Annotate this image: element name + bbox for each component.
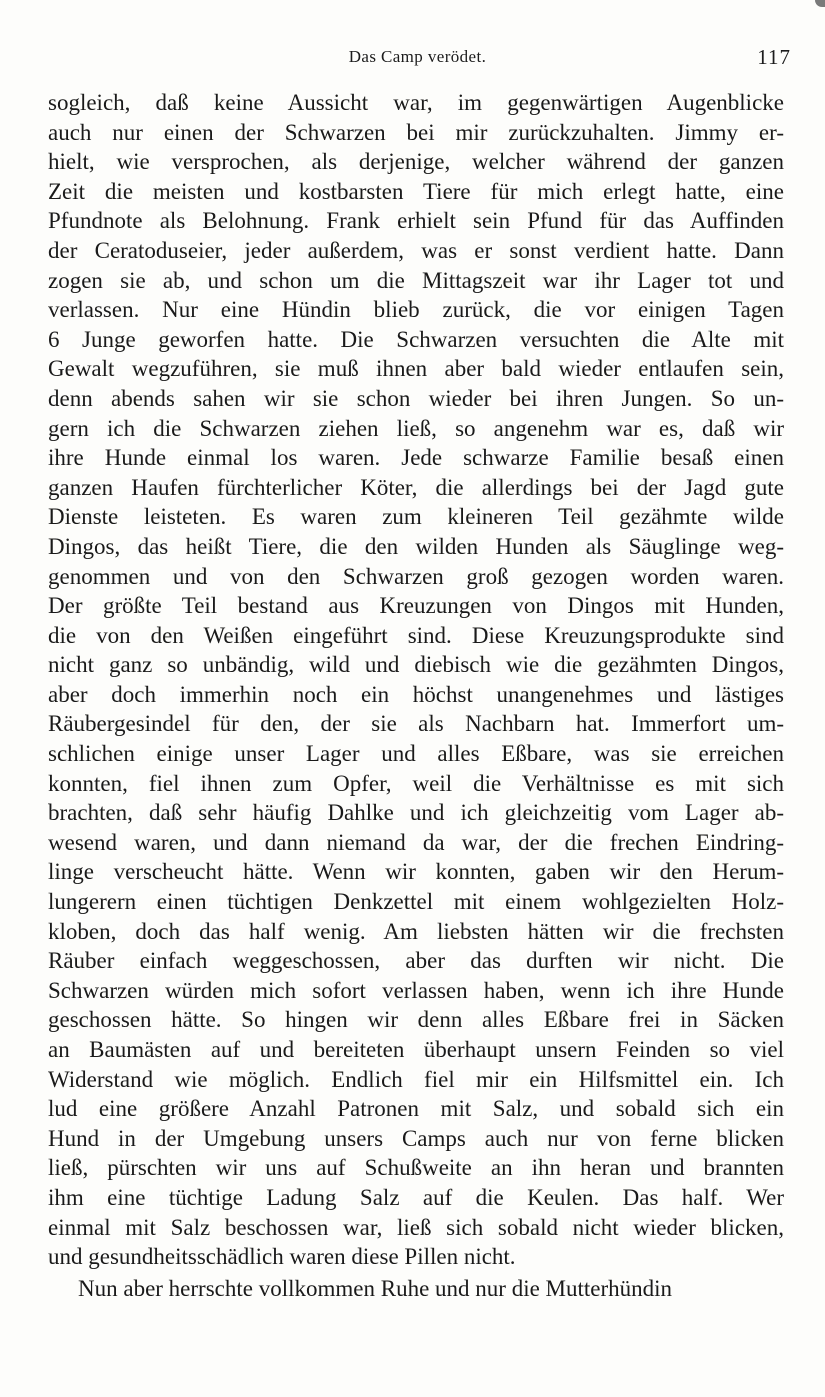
text-line: an Baumästen auf und bereiteten überhaupt unsern Feinden so viel bbox=[48, 1037, 784, 1062]
text-line: verlassen. Nur eine Hündin blieb zurück, die vor einigen Tagen bbox=[48, 297, 784, 323]
text-line: hielt, wie versprochen, als derjenige, welcher während der ganzen bbox=[48, 149, 784, 175]
text-line: lud eine größere Anzahl Patronen mit Salz, und sobald sich ein bbox=[48, 1096, 784, 1122]
paragraph bbox=[48, 1274, 784, 1304]
text-line: Dingos, das heißt Tiere, die den wilden Hunden als Säuglinge weg- bbox=[48, 533, 784, 559]
text-line: ihm eine tüchtige Ladung Salz auf die Keulen. Das half. Wer bbox=[48, 1184, 784, 1210]
text-line: Dienste leisteten. Es waren zum kleineren Teil gezähmte wilde bbox=[48, 504, 784, 530]
text-line: gern ich die Schwarzen ziehen ließ, so angenehm war es, daß wir bbox=[48, 415, 784, 441]
text-line: schlichen einige unser Lager und alles Eßbare, was sie erreichen bbox=[48, 741, 784, 767]
body-text bbox=[48, 88, 784, 1303]
running-title: Das Camp verödet. bbox=[348, 47, 487, 66]
text-line: brachten, daß sehr häufig Dahlke und ich gleichzeitig vom Lager ab- bbox=[48, 800, 784, 826]
text-line: einmal mit Salz beschossen war, ließ sich sobald nicht wieder blicken, bbox=[48, 1214, 784, 1240]
text-line: kloben, doch das half wenig. Am liebsten hätten wir die frechsten bbox=[48, 918, 784, 944]
text-line: linge verscheucht hätte. Wenn wir konnten, gaben wir den Herum- bbox=[48, 859, 784, 885]
text-line: Schwarzen würden mich sofort verlassen haben, wenn ich ihre Hunde bbox=[48, 977, 784, 1003]
scan-edge-mark bbox=[815, 0, 825, 7]
text-line: und gesundheitsschädlich waren diese Pillen nicht. bbox=[48, 1244, 516, 1270]
page-number: 117 bbox=[757, 45, 791, 69]
text-line: Zeit die meisten und kostbarsten Tiere für mich erlegt hatte, eine bbox=[48, 178, 784, 204]
text-line: lungerern einen tüchtigen Denkzettel mit einem wohlgezielten Holz- bbox=[48, 889, 784, 915]
running-head bbox=[0, 43, 825, 73]
text-line: geschossen hätte. So hingen wir denn alles Eßbare frei in Säcken bbox=[48, 1007, 784, 1033]
text-line: ihre Hunde einmal los waren. Jede schwarze Familie besaß einen bbox=[48, 445, 784, 471]
text-line: konnten, fiel ihnen zum Opfer, weil die Verhältnisse es mit sich bbox=[48, 770, 784, 796]
text-line: sogleich, daß keine Aussicht war, im gegenwärtigen Augenblicke bbox=[48, 90, 784, 115]
text-line: ganzen Haufen fürchterlicher Köter, die allerdings bei der Jagd gute bbox=[48, 474, 784, 500]
text-line: nicht ganz so unbändig, wild und diebisch wie die gezähmten Dingos, bbox=[48, 652, 784, 678]
text-line: Gewalt wegzuführen, sie muß ihnen aber bald wieder entlaufen sein, bbox=[48, 356, 784, 382]
text-line: die von den Weißen eingeführt sind. Diese Kreuzungsprodukte sind bbox=[48, 622, 784, 648]
text-line: Räubergesindel für den, der sie als Nachbarn hat. Immerfort um- bbox=[48, 711, 784, 737]
text-line: Räuber einfach weggeschossen, aber das durften wir nicht. Die bbox=[48, 948, 784, 974]
text-line: Hund in der Umgebung unsers Camps auch nur von ferne blicken bbox=[48, 1125, 784, 1151]
text-line: auch nur einen der Schwarzen bei mir zurückzuhalten. Jimmy er- bbox=[48, 119, 784, 145]
text-line: Widerstand wie möglich. Endlich fiel mir ein Hilfsmittel ein. Ich bbox=[48, 1066, 784, 1092]
text-line: der Ceratoduseier, jeder außerdem, was er sonst verdient hatte. Dann bbox=[48, 237, 784, 263]
text-line: 6 Junge geworfen hatte. Die Schwarzen versuchten die Alte mit bbox=[48, 326, 784, 352]
text-line: wesend waren, und dann niemand da war, der die frechen Eindring- bbox=[48, 829, 784, 855]
text-line: Der größte Teil bestand aus Kreuzungen von Dingos mit Hunden, bbox=[48, 593, 784, 619]
text-line: Pfundnote als Belohnung. Frank erhielt sein Pfund für das Auffinden bbox=[48, 208, 784, 234]
text-line: aber doch immerhin noch ein höchst unangenehmes und lästiges bbox=[48, 681, 784, 707]
text-line: Nun aber herrschte vollkommen Ruhe und nur die Mutterhündin bbox=[78, 1275, 673, 1301]
paragraph bbox=[48, 88, 784, 1272]
text-line: denn abends sahen wir sie schon wieder bei ihren Jungen. So un- bbox=[48, 385, 784, 411]
text-line: zogen sie ab, und schon um die Mittagszeit war ihr Lager tot und bbox=[48, 267, 784, 293]
text-line: genommen und von den Schwarzen groß gezogen worden waren. bbox=[48, 563, 784, 589]
text-line: ließ, pürschten wir uns auf Schußweite an ihn heran und brannten bbox=[48, 1155, 784, 1181]
